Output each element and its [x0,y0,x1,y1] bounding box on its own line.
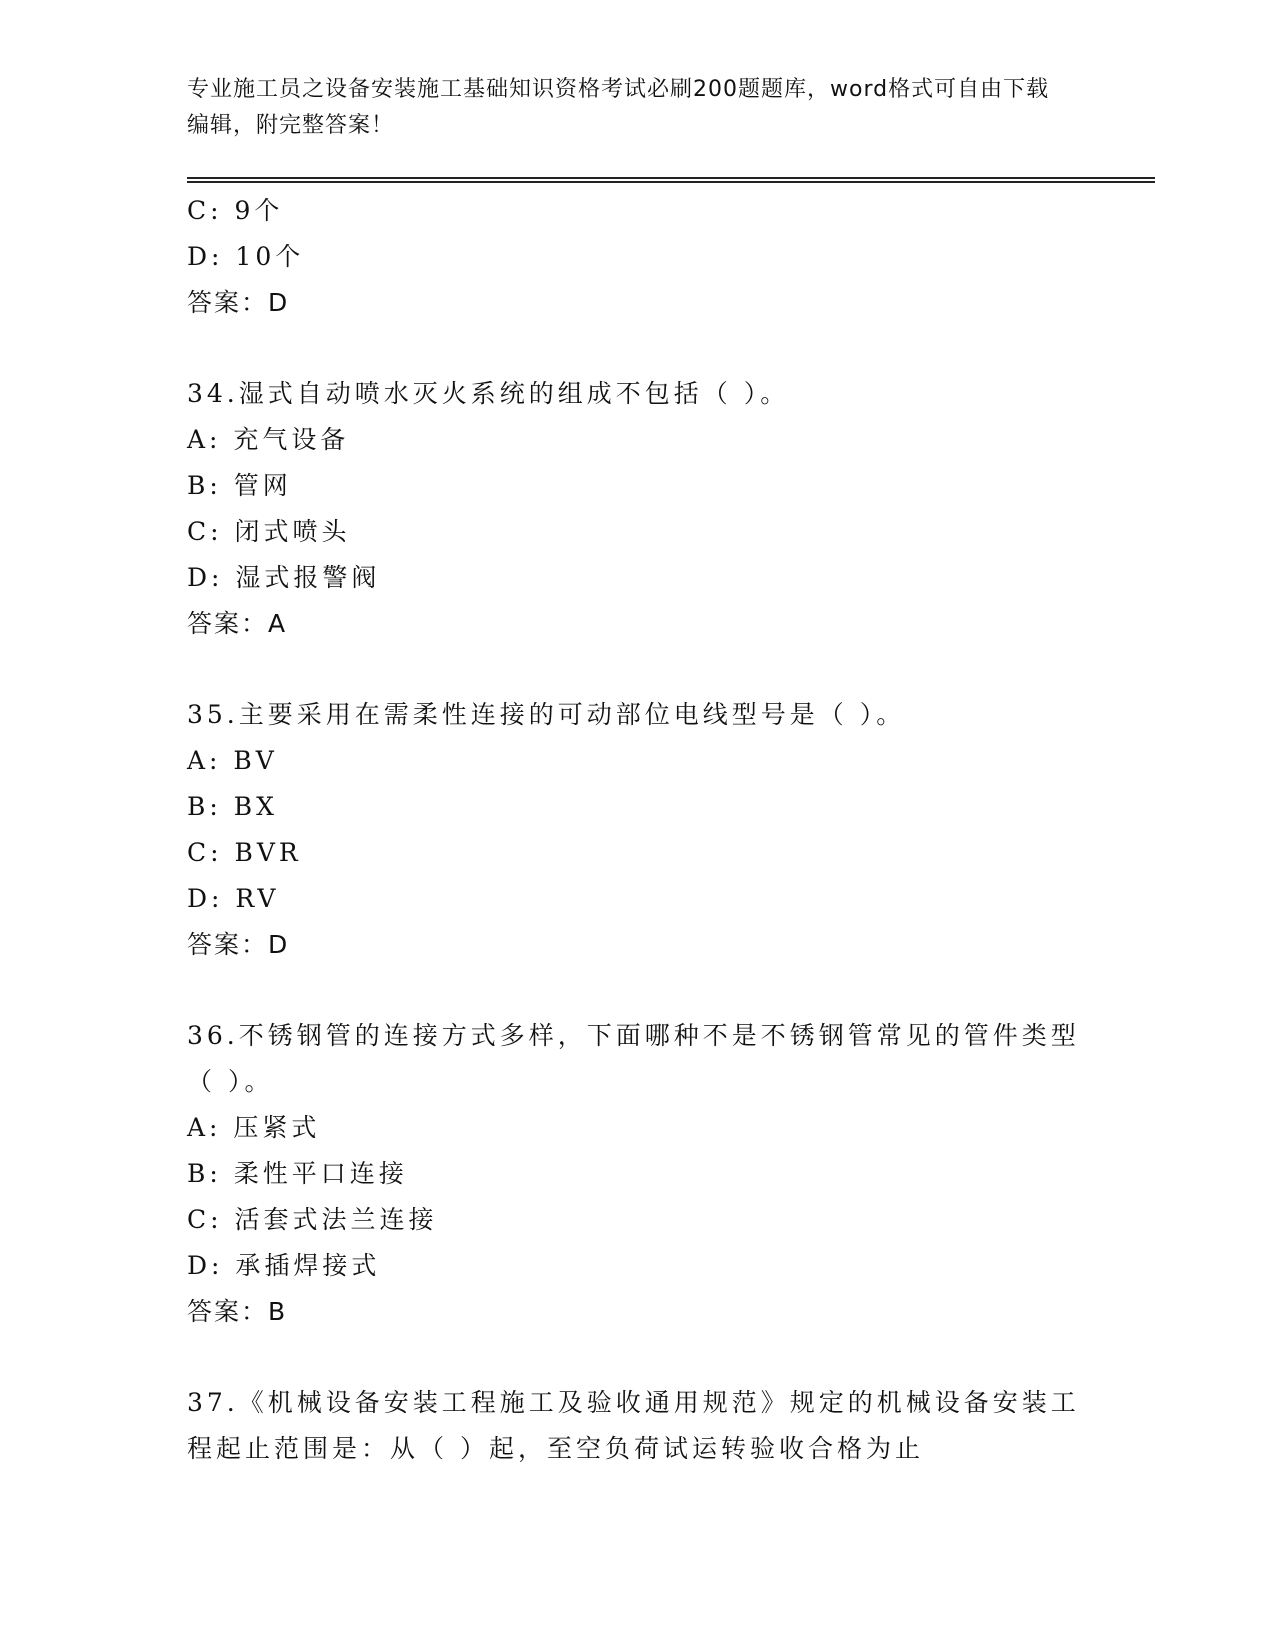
question-text: 34.湿式自动喷水灭火系统的组成不包括（ ）。 [187,379,790,408]
option-c: C: 9个 [187,196,284,225]
option-d: D: 承插焊接式 [187,1251,381,1280]
question-text: 35.主要采用在需柔性连接的可动部位电线型号是（ ）。 [187,700,906,729]
spacer [187,968,1087,1013]
question-36 [187,1013,1087,1335]
option-c: C: 闭式喷头 [187,517,351,546]
option-d: D: 10个 [187,242,305,271]
spacer [187,647,1087,692]
question-37 [187,1380,1087,1472]
option-d: D: RV [187,884,280,913]
question-text: 36.不锈钢管的连接方式多样，下面哪种不是不锈钢管常见的管件类型（ ）。 [187,1021,1080,1096]
question-text: 37.《机械设备安装工程施工及验收通用规范》规定的机械设备安装工程起止范围是：从（ ）起，至空负荷试运转验收合格为止 [187,1388,1080,1463]
option-c: C: BVR [187,838,302,867]
option-b: B: 柔性平口连接 [187,1159,408,1188]
spacer [187,1335,1087,1380]
answer-line: 答案：B [187,1297,288,1326]
option-b: B: 管网 [187,471,292,500]
option-a: A: BV [187,746,278,775]
option-a: A: 充气设备 [187,425,350,454]
question-35 [187,692,1087,968]
spacer [187,326,1087,371]
question-content [187,188,1087,1472]
answer-line: 答案：A [187,609,288,638]
answer-line: 答案：D [187,288,290,317]
carryover-block [187,188,1087,326]
header-divider [187,177,1155,183]
option-c: C: 活套式法兰连接 [187,1205,438,1234]
option-d: D: 湿式报警阀 [187,563,381,592]
document-header: 专业施工员之设备安装施工基础知识资格考试必刷200题题库，word格式可自由下载编辑，附完整答案！ [187,77,1050,138]
answer-line: 答案：D [187,930,290,959]
option-a: A: 压紧式 [187,1113,321,1142]
question-34 [187,371,1087,647]
option-b: B: BX [187,792,278,821]
